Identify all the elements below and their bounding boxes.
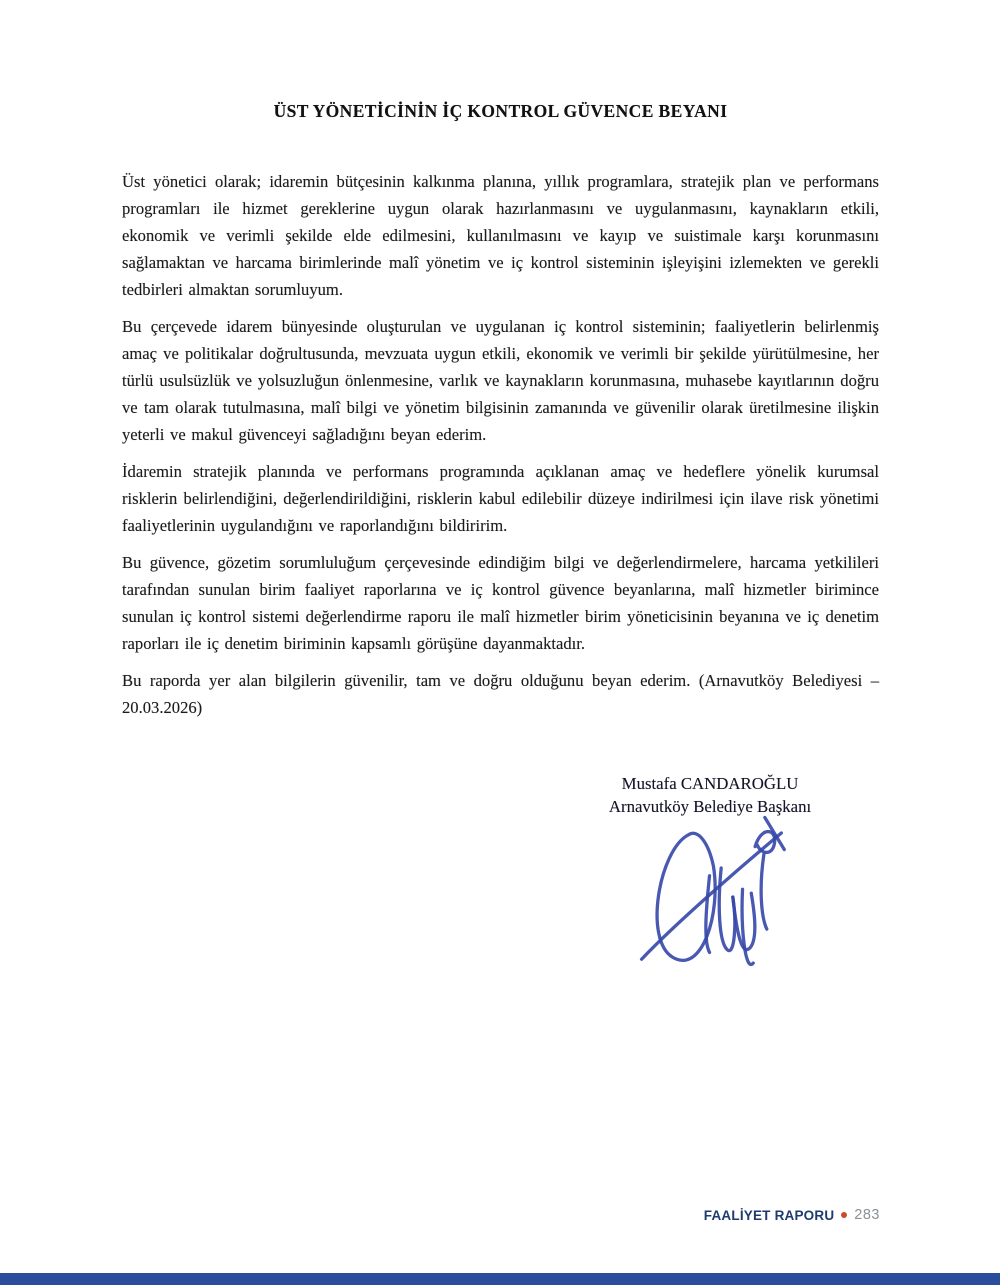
paragraph-basis: Bu güvence, gözetim sorumluluğum çerçevesinde edindiğim bilgi ve değerlendirmelere, harcama yetkilileri tarafından sunulan birim faaliyet raporlarına ve iç kontrol güvence beyanlarına, malî hizmetler birimince sunulan iç kontrol sistemi değerlendirme raporu ile malî hizmetler birim yöneticisinin beyanına ve iç denetim raporları ile iç denetim biriminin kapsamlı görüşüne dayanmaktadır. <box>122 553 879 653</box>
paragraph-risk: İdaremin stratejik planında ve performans programında açıklanan amaç ve hedeflere yönelik kurumsal risklerin belirlendiğini, değerlendirildiğini, risklerin kabul edilebilir düzeye indirilmesi için ilave risk yönetimi faaliyetlerinin uygulandığını ve raporlandığını bildiririm. <box>122 462 879 535</box>
footer-accent-bar <box>0 1273 1000 1285</box>
page-number: 283 <box>854 1207 880 1223</box>
page-footer <box>704 1207 880 1223</box>
page-title: ÜST YÖNETİCİNİN İÇ KONTROL GÜVENCE BEYANI <box>273 101 728 121</box>
handwritten-signature-icon <box>628 796 793 971</box>
declaration-text <box>122 168 879 731</box>
signatory-role: Arnavutköy Belediye Başkanı <box>608 797 812 816</box>
signatory-name: Mustafa CANDAROĞLU <box>621 774 799 793</box>
paragraph-closing: Bu raporda yer alan bilgilerin güvenilir, tam ve doğru olduğunu beyan ederim. (Arnavutköy Belediyesi – 20.03.2026) <box>122 671 879 717</box>
paragraph-responsibility: Üst yönetici olarak; idaremin bütçesinin kalkınma planına, yıllık programlara, stratejik plan ve performans programları ile hizmet gereklerine uygun olarak hazırlanmasını ve uygulanmasını, kaynakların etkili, ekonomik ve verimli şekilde elde edilmesini, kullanılmasını ve kayıp ve suistimale karşı korunmasını sağlamaktan ve harcama birimlerinde malî yönetim ve iç kontrol sisteminin işleyişini izlemekten ve gerekli tedbirleri almaktan sorumluyum. <box>122 172 879 299</box>
bullet-dot-icon <box>841 1212 847 1218</box>
signature-block <box>555 772 865 818</box>
paragraph-assurance: Bu çerçevede idarem bünyesinde oluşturulan ve uygulanan iç kontrol sisteminin; faaliyetlerin belirlenmiş amaç ve politikalar doğrultusunda, mevzuata uygun etkili, ekonomik ve verimli bir şekilde yürütülmesine, her türlü usulsüzlük ve yolsuzluğun önlenmesine, varlık ve kaynakların korunmasına, muhasebe kayıtlarının doğru ve tam olarak tutulmasına, malî bilgi ve yönetim bilgisinin zamanında ve güvenilir olarak üretilmesine ilişkin yeterli ve makul güvenceyi sağladığını beyan ederim. <box>122 317 879 444</box>
report-title-label: FAALİYET RAPORU <box>703 1207 835 1223</box>
